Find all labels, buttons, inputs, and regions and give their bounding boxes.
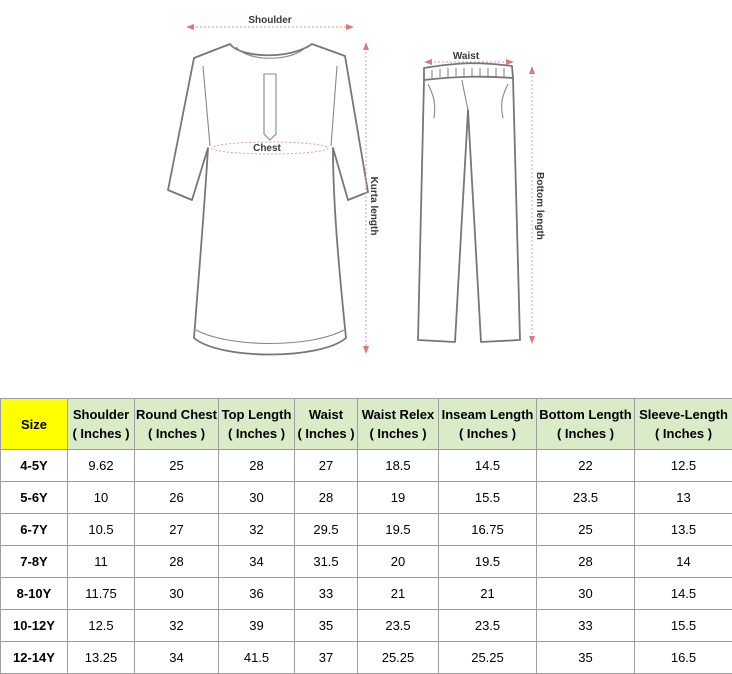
table-cell: 16.5 [635,642,732,674]
table-cell: 25 [537,514,635,546]
pants-left-pocket [428,84,435,118]
pants-outline [418,78,520,342]
table-cell: 32 [135,610,219,642]
column-header-waist: Waist ( Inches ) [295,399,358,450]
table-cell: 33 [295,578,358,610]
table-cell: 30 [135,578,219,610]
table-cell: 9.62 [68,450,135,482]
table-cell: 11.75 [68,578,135,610]
kurta-placket [264,74,276,140]
kurta-outline [168,44,368,355]
size-cell: 6-7Y [1,514,68,546]
table-cell: 28 [537,546,635,578]
shoulder-measure [186,15,354,30]
table-cell: 15.5 [439,482,537,514]
table-cell: 19.5 [439,546,537,578]
table-cell: 35 [537,642,635,674]
table-cell: 14.5 [439,450,537,482]
table-row [1,546,732,578]
table-cell: 25.25 [439,642,537,674]
table-row [1,610,732,642]
kurta-length-measure [363,42,379,354]
table-cell: 30 [219,482,295,514]
table-cell: 37 [295,642,358,674]
column-header-sleeve-length: Sleeve-Length ( Inches ) [635,399,732,450]
table-cell: 34 [135,642,219,674]
bottom-length-label: Bottom length [534,172,545,240]
pants-illustration [418,63,520,342]
table-cell: 30 [537,578,635,610]
column-header-shoulder: Shoulder ( Inches ) [68,399,135,450]
kurta-left-sleeve-seam [203,66,210,146]
table-row [1,642,732,674]
column-header-waist-relex: Waist Relex ( Inches ) [358,399,439,450]
table-cell: 25 [135,450,219,482]
column-header-inseam-length: Inseam Length ( Inches ) [439,399,537,450]
kurta-illustration [168,44,368,355]
table-cell: 27 [295,450,358,482]
table-cell: 19 [358,482,439,514]
table-cell: 13.5 [635,514,732,546]
table-cell: 12.5 [68,610,135,642]
table-cell: 23.5 [439,610,537,642]
bottom-length-measure [529,66,545,344]
waist-label: Waist [453,51,480,62]
table-cell: 31.5 [295,546,358,578]
table-cell: 23.5 [537,482,635,514]
table-cell: 10 [68,482,135,514]
table-cell: 13 [635,482,732,514]
chest-measure [212,142,328,154]
table-cell: 27 [135,514,219,546]
size-column-header: Size [1,399,68,450]
table-cell: 16.75 [439,514,537,546]
table-cell: 12.5 [635,450,732,482]
table-cell: 28 [135,546,219,578]
size-chart-table [0,398,732,674]
kurta-length-label: Kurta length [368,177,379,236]
table-cell: 23.5 [358,610,439,642]
table-cell: 28 [295,482,358,514]
column-header-top-length: Top Length ( Inches ) [219,399,295,450]
pants-right-pocket [502,84,508,118]
chest-label: Chest [253,143,281,154]
table-cell: 39 [219,610,295,642]
size-cell: 10-12Y [1,610,68,642]
pants-waistband [424,63,513,80]
table-cell: 25.25 [358,642,439,674]
table-cell: 22 [537,450,635,482]
table-cell: 20 [358,546,439,578]
table-cell: 26 [135,482,219,514]
table-cell: 29.5 [295,514,358,546]
table-cell: 10.5 [68,514,135,546]
table-header-row [1,399,732,450]
column-header-round-chest: Round Chest ( Inches ) [135,399,219,450]
table-cell: 14 [635,546,732,578]
size-cell: 4-5Y [1,450,68,482]
table-cell: 21 [439,578,537,610]
size-cell: 5-6Y [1,482,68,514]
table-cell: 34 [219,546,295,578]
table-cell: 11 [68,546,135,578]
shoulder-label: Shoulder [248,15,291,26]
kurta-hem [196,330,344,344]
table-cell: 21 [358,578,439,610]
table-row [1,482,732,514]
size-cell: 8-10Y [1,578,68,610]
table-row [1,514,732,546]
table-cell: 41.5 [219,642,295,674]
table-cell: 13.25 [68,642,135,674]
table-row [1,578,732,610]
table-cell: 18.5 [358,450,439,482]
kurta-right-sleeve-seam [331,66,337,146]
table-cell: 14.5 [635,578,732,610]
column-header-bottom-length: Bottom Length ( Inches ) [537,399,635,450]
table-cell: 32 [219,514,295,546]
size-cell: 12-14Y [1,642,68,674]
pants-crotch-seam [462,80,468,110]
table-cell: 33 [537,610,635,642]
table-cell: 35 [295,610,358,642]
table-cell: 36 [219,578,295,610]
table-cell: 19.5 [358,514,439,546]
table-cell: 15.5 [635,610,732,642]
size-cell: 7-8Y [1,546,68,578]
table-cell: 28 [219,450,295,482]
table-row [1,450,732,482]
